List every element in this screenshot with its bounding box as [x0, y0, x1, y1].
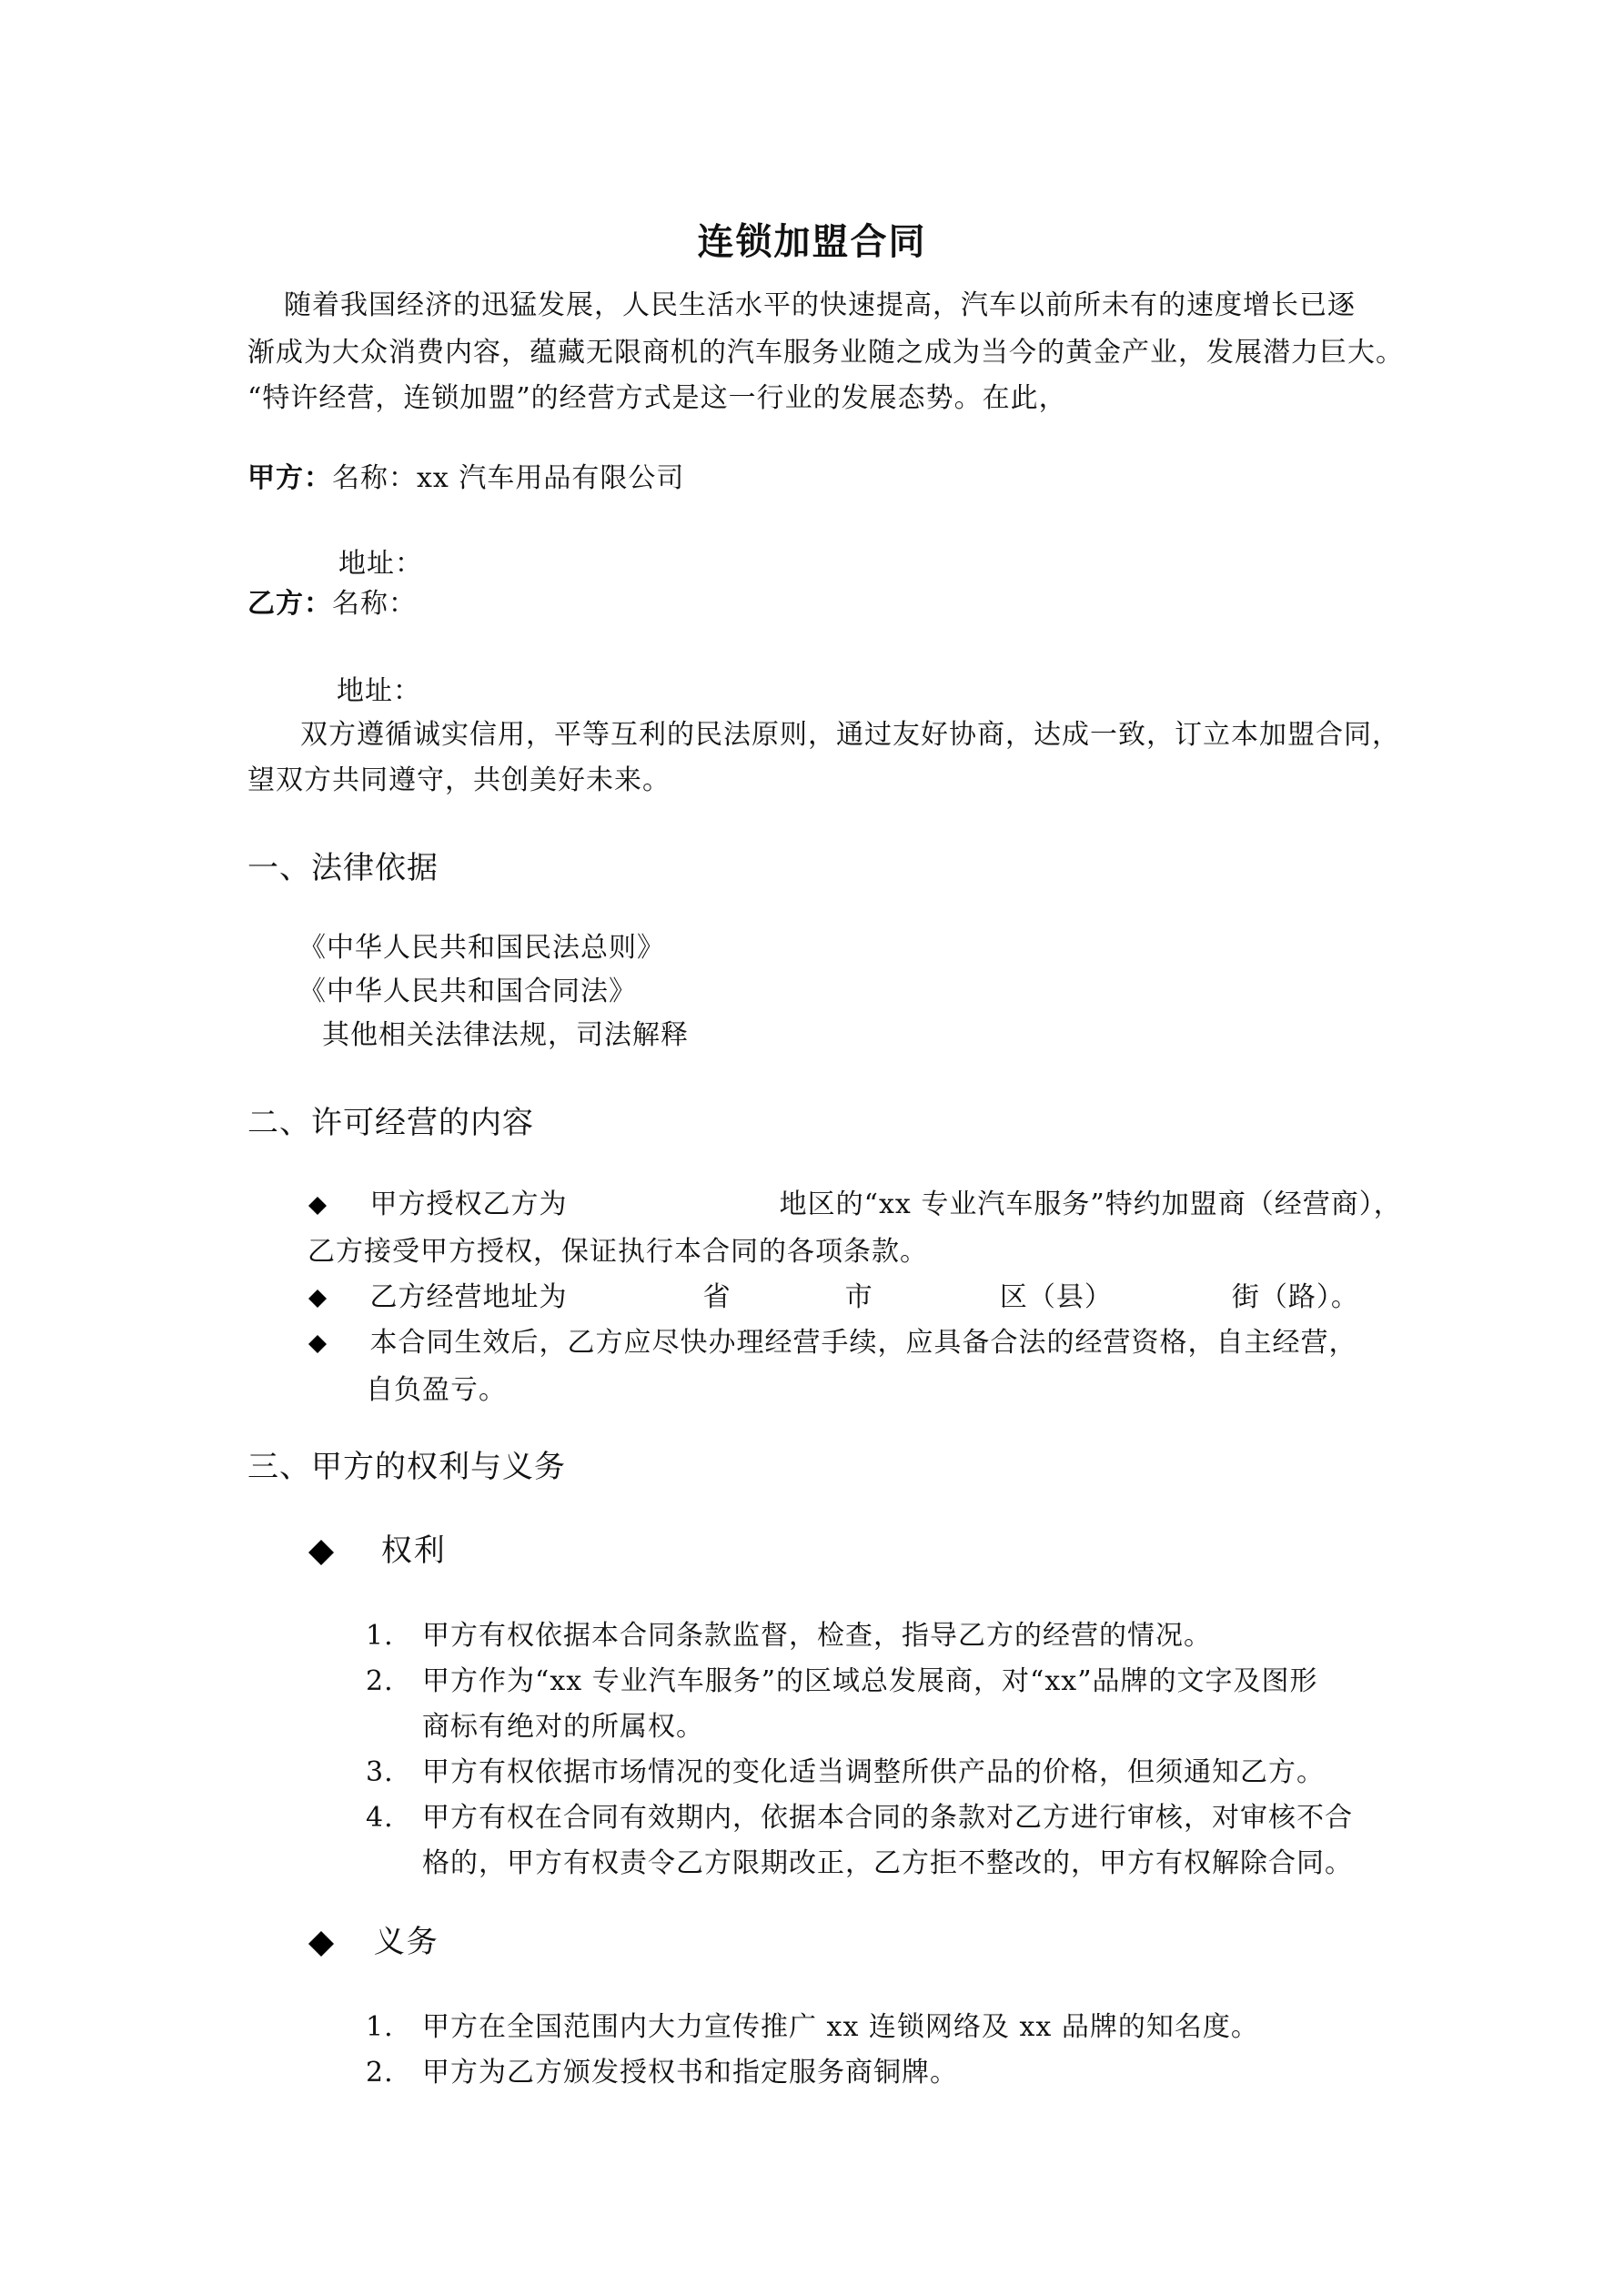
rights-item-text: 甲方有权依据本合同条款监督，检查，指导乙方的经营的情况。 [422, 1620, 1212, 1652]
law-item-1: 《中华人民共和国民法总则》 [298, 932, 665, 964]
agreement-line-1: 双方遵循诚实信用，平等互利的民法原则，通过友好协商，达成一致，订立本加盟合同， [300, 719, 1400, 751]
party-a-name-row [247, 457, 684, 501]
agreement-line-2: 望双方共同遵守，共创美好未来。 [247, 764, 671, 796]
rights-item-text: 甲方有权依据市场情况的变化适当调整所供产品的价格，但须通知乙方。 [422, 1756, 1325, 1788]
license-bullet-1-part2: 地区的“xx 专业汽车服务”特约加盟商（经营商）， [779, 1188, 1402, 1220]
list-number: 4. [366, 1802, 394, 1834]
license-bullet-3-line-1: 本合同生效后，乙方应尽快办理经营手续，应具备合法的经营资格，自主经营， [369, 1327, 1357, 1359]
document-title: 连锁加盟合同 [697, 221, 927, 263]
rights-item-3 [366, 1749, 1325, 1796]
party-a-name-value: xx 汽车用品有限公司 [417, 462, 685, 494]
district-label: 区（县） [999, 1281, 1113, 1313]
list-number: 2. [366, 2057, 394, 2089]
section-1-heading: 一、法律依据 [247, 850, 439, 886]
rights-heading: 权利 [380, 1532, 447, 1569]
diamond-bullet-icon [308, 1539, 335, 1566]
intro-line-2: 渐成为大众消费内容，蕴藏无限商机的汽车服务业随之成为当今的黄金产业，发展潜力巨大。 [247, 337, 1404, 369]
rights-item-2 [366, 1658, 1318, 1705]
diamond-bullet-icon [308, 1289, 328, 1309]
list-number: 2. [366, 1665, 394, 1697]
party-b-name-label: 名称： [332, 588, 417, 620]
list-number: 3. [366, 1756, 394, 1788]
license-bullet-3 [308, 1320, 1357, 1367]
list-number: 1. [366, 1620, 394, 1652]
license-bullet-1-line-2: 乙方接受甲方授权，保证执行本合同的各项条款。 [308, 1236, 928, 1268]
rights-item-1 [366, 1613, 1212, 1660]
duties-item-1 [366, 2004, 1259, 2051]
party-a-label: 甲方： [247, 462, 332, 494]
duties-heading-row [308, 1917, 439, 1961]
section-2-heading: 二、许可经营的内容 [247, 1105, 534, 1141]
diamond-bullet-icon [308, 1196, 328, 1216]
license-bullet-1 [308, 1181, 1402, 1229]
city-label: 市 [844, 1281, 873, 1313]
license-bullet-2-part1: 乙方经营地址为 [369, 1281, 568, 1313]
duties-item-text: 甲方为乙方颁发授权书和指定服务商铜牌。 [422, 2057, 958, 2089]
party-b-address-label: 地址： [337, 675, 421, 707]
party-a-name-label: 名称： [332, 462, 417, 494]
law-item-2: 《中华人民共和国合同法》 [298, 976, 637, 1007]
intro-line-3: “特许经营，连锁加盟”的经营方式是这一行业的发展态势。在此， [247, 382, 1067, 414]
rights-heading-row [308, 1525, 447, 1570]
party-b-label: 乙方： [247, 588, 332, 620]
list-number: 1. [366, 2011, 394, 2043]
rights-item-2-line-2: 商标有绝对的所属权。 [422, 1711, 704, 1743]
province-label: 省 [702, 1281, 731, 1313]
duties-heading: 义务 [373, 1924, 439, 1960]
duties-item-2 [366, 2049, 958, 2097]
license-bullet-1-part1: 甲方授权乙方为 [369, 1188, 568, 1220]
license-bullet-3-line-2: 自负盈亏。 [366, 1374, 507, 1406]
law-item-3: 其他相关法律法规，司法解释 [322, 1019, 689, 1051]
intro-line-1: 随着我国经济的迅猛发展，人民生活水平的快速提高，汽车以前所未有的速度增长已逐 [284, 289, 1356, 321]
rights-item-text: 甲方作为“xx 专业汽车服务”的区域总发展商，对“xx”品牌的文字及图形 [422, 1665, 1318, 1697]
rights-item-4-line-2: 格的，甲方有权责令乙方限期改正，乙方拒不整改的，甲方有权解除合同。 [422, 1847, 1353, 1879]
rights-item-text: 甲方有权在合同有效期内，依据本合同的条款对乙方进行审核，对审核不合 [422, 1802, 1353, 1834]
party-b-name-row [247, 582, 417, 626]
party-a-address-label: 地址： [338, 548, 423, 580]
diamond-bullet-icon [308, 1930, 335, 1957]
license-bullet-2 [308, 1274, 1359, 1321]
rights-item-4 [366, 1795, 1353, 1842]
diamond-bullet-icon [308, 1334, 328, 1354]
duties-item-text: 甲方在全国范围内大力宣传推广 xx 连锁网络及 xx 品牌的知名度。 [422, 2011, 1259, 2043]
section-3-heading: 三、甲方的权利与义务 [247, 1449, 566, 1485]
street-label: 街（路）。 [1231, 1281, 1359, 1313]
